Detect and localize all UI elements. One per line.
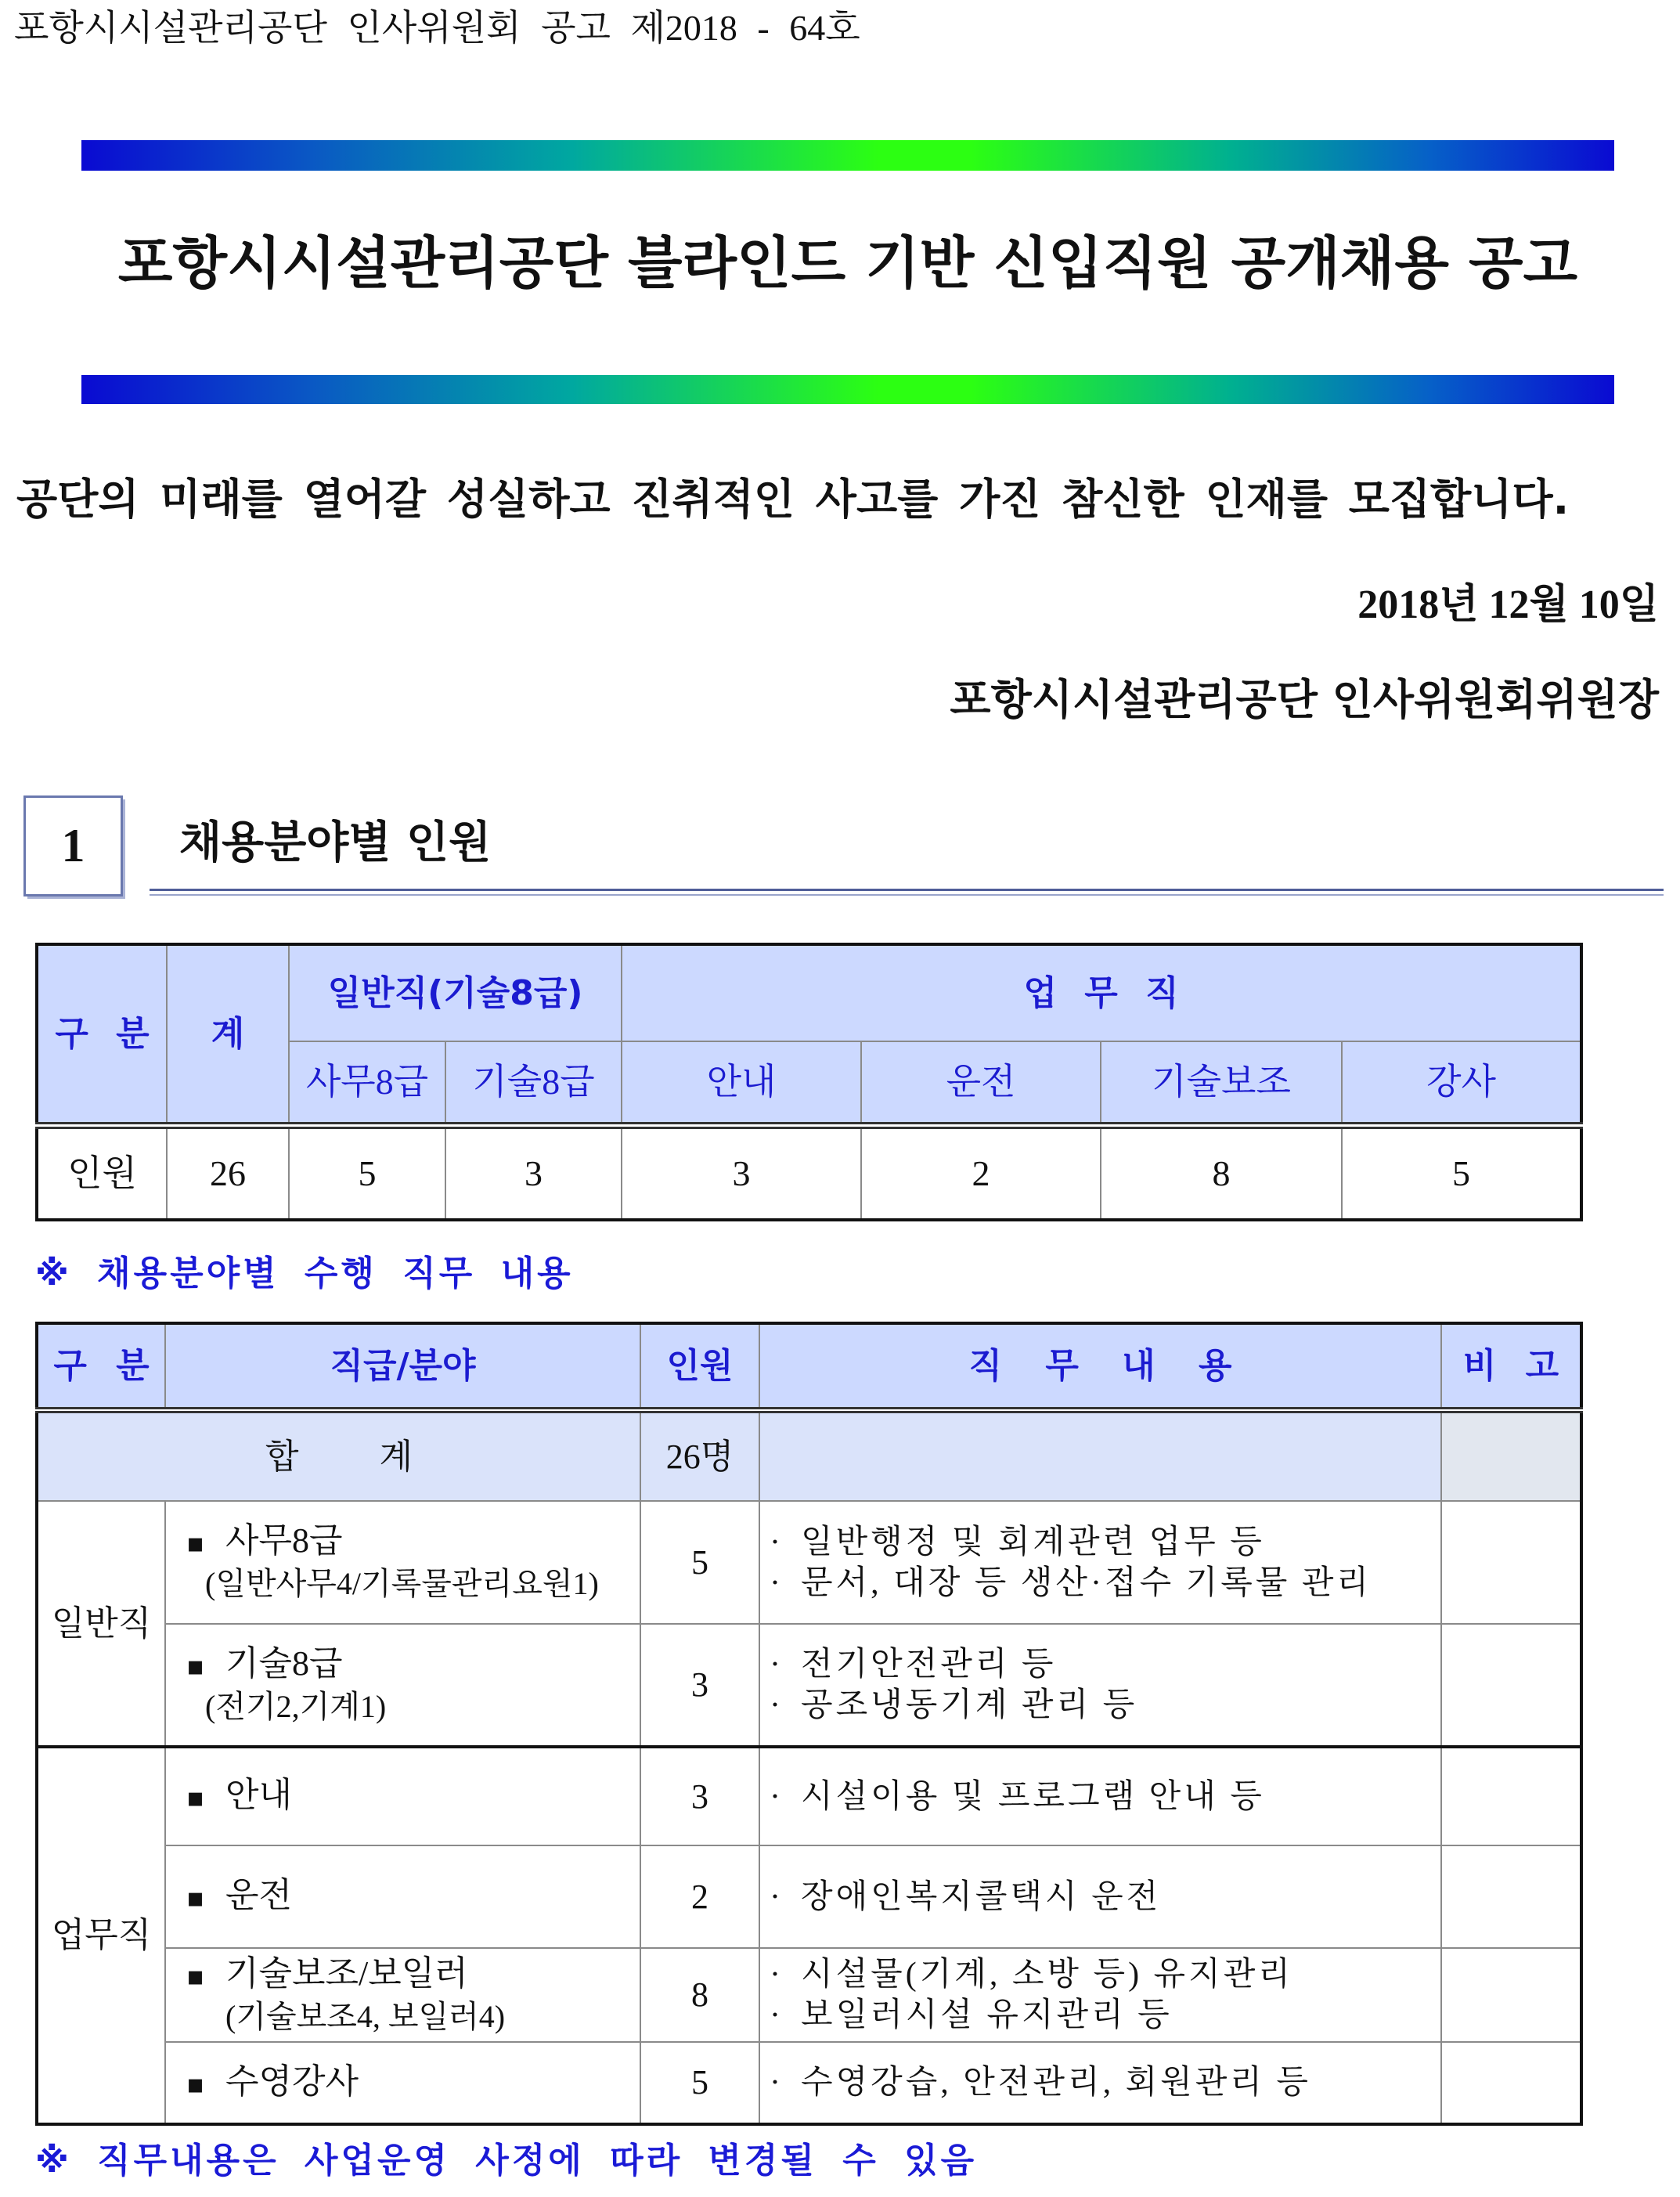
field-name: 사무8급 (225, 1521, 343, 1560)
field-cell (165, 1747, 640, 1845)
duty-line (770, 1522, 1440, 1563)
duty-text: 장애인복지콜택시 운전 (801, 1878, 1162, 1915)
count-cell: 2 (861, 1126, 1101, 1221)
total-row (37, 1410, 1581, 1501)
duty-line (770, 1777, 1440, 1817)
footer-note: ※ 직무내용은 사업운영 사정에 따라 변경될 수 있음 (35, 2141, 978, 2181)
subheader-instructor: 강사 (1342, 1041, 1581, 1126)
subheader-driver: 운전 (861, 1041, 1101, 1126)
square-bullet-icon: ▪ (186, 1960, 205, 1992)
duties-cell (759, 2042, 1441, 2124)
duty-text: 전기안전관리 등 (801, 1647, 1057, 1683)
remarks-header: 비 고 (1441, 1323, 1581, 1410)
square-bullet-icon: ▪ (186, 1650, 205, 1682)
count-cell: 5 (289, 1126, 445, 1221)
remarks-cell (1441, 1624, 1581, 1747)
square-bullet-icon: ▪ (186, 1882, 205, 1914)
count-header: 인원 (640, 1323, 759, 1410)
field-detail: (기술보조4, 보일러4) (225, 1998, 506, 2034)
duty-text: 시설물(기계, 소방 등) 유지관리 (801, 1957, 1293, 1993)
staffing-header-row (37, 944, 1581, 1041)
field-line (186, 2062, 640, 2105)
total-remarks-cell (1441, 1410, 1581, 1501)
duties-cell (759, 1624, 1441, 1747)
dot-bullet-icon: · (770, 1524, 781, 1560)
staffing-table (35, 943, 1583, 1221)
remarks-cell (1441, 1845, 1581, 1948)
total-header: 계 (167, 944, 289, 1126)
category-header: 구 분 (37, 944, 167, 1126)
remarks-cell (1441, 2042, 1581, 2124)
duty-line (770, 1685, 1440, 1726)
headcount-cell: 5 (640, 2042, 759, 2124)
total-duties-cell (759, 1410, 1441, 1501)
duties-cell (759, 1845, 1441, 1948)
remarks-cell (1441, 1501, 1581, 1624)
square-bullet-icon: ▪ (186, 2068, 205, 2100)
table-row (37, 1845, 1581, 1948)
field-cell (165, 1845, 640, 1948)
field-name: 기술보조/보일러 (225, 1953, 468, 1993)
table-row (37, 1948, 1581, 2042)
headcount-cell: 5 (640, 1501, 759, 1624)
table-row (37, 1501, 1581, 1624)
count-cell: 3 (622, 1126, 861, 1221)
dot-bullet-icon: · (770, 1878, 781, 1915)
duty-text: 일반행정 및 회계관련 업무 등 (801, 1524, 1265, 1560)
square-bullet-icon: ▪ (186, 1528, 205, 1559)
category-header: 구 분 (37, 1323, 165, 1410)
field-name: 기술8급 (225, 1643, 343, 1683)
group-label-general: 일반직 (37, 1501, 165, 1747)
remarks-cell (1441, 1747, 1581, 1845)
section-number-box (23, 795, 123, 896)
table-row (37, 2042, 1581, 2124)
table-row (37, 1747, 1581, 1845)
duties-table (35, 1322, 1583, 2126)
field-cell (165, 1948, 640, 2042)
duty-text: 시설이용 및 프로그램 안내 등 (801, 1778, 1265, 1815)
duty-line (770, 1954, 1440, 1995)
headcount-cell: 8 (640, 1948, 759, 2042)
field-cell (165, 1624, 640, 1747)
duties-header: 직 무 내 용 (759, 1323, 1441, 1410)
field-name: 운전 (225, 1876, 293, 1914)
count-cell: 5 (1342, 1126, 1581, 1221)
subheader-office: 사무8급 (289, 1041, 445, 1126)
duty-line (770, 1644, 1440, 1685)
count-cell: 8 (1101, 1126, 1342, 1221)
duty-line (770, 1995, 1440, 2036)
announcement-date: 2018년 12월 10일 (1357, 583, 1659, 627)
field-detail: (일반사무4/기록물관리요원1) (205, 1566, 599, 1601)
dot-bullet-icon: · (770, 2065, 781, 2101)
duties-note: ※ 채용분야별 수행 직무 내용 (35, 1254, 574, 1293)
duty-text: 수영강습, 안전관리, 회원관리 등 (801, 2065, 1311, 2101)
headcount-cell: 3 (640, 1747, 759, 1845)
issuer: 포항시시설관리공단 인사위원회위원장 (950, 675, 1659, 724)
field-name: 수영강사 (225, 2062, 359, 2101)
duties-header-row (37, 1323, 1581, 1410)
subheader-tech-assist: 기술보조 (1101, 1041, 1342, 1126)
gradient-bar-top (81, 140, 1614, 171)
remarks-cell (1441, 1948, 1581, 2042)
total-label: 합 계 (37, 1410, 640, 1501)
dot-bullet-icon: · (770, 1687, 781, 1723)
field-line (186, 1953, 640, 1997)
subheader-guide: 안내 (622, 1041, 861, 1126)
field-line (186, 1521, 640, 1564)
staffing-count-row (37, 1126, 1581, 1221)
field-line (186, 1643, 640, 1687)
headcount-cell: 3 (640, 1624, 759, 1747)
field-header: 직급/분야 (165, 1323, 640, 1410)
field-line (186, 1875, 640, 1918)
section-underline (150, 889, 1664, 896)
subheader-technical: 기술8급 (445, 1041, 622, 1126)
duties-cell (759, 1948, 1441, 2042)
field-cell (165, 2042, 640, 2124)
total-count: 26명 (640, 1410, 759, 1501)
total-count: 26 (167, 1126, 289, 1221)
slogan: 공단의 미래를 열어갈 성실하고 진취적인 사고를 가진 참신한 인재를 모집합니다. (16, 474, 1570, 524)
page-title: 포항시시설관리공단 블라인드 기반 신입직원 공개채용 공고 (117, 230, 1578, 296)
duty-text: 공조냉동기계 관리 등 (801, 1687, 1138, 1723)
field-line (186, 1775, 640, 1818)
dot-bullet-icon: · (770, 1647, 781, 1683)
field-name: 안내 (225, 1776, 293, 1814)
duty-line (770, 1563, 1440, 1604)
gradient-bar-bottom (81, 375, 1614, 404)
group-label-service: 업무직 (37, 1747, 165, 2124)
duty-line (770, 2062, 1440, 2103)
duty-text: 문서, 대장 등 생산·접수 기록물 관리 (801, 1564, 1372, 1601)
dot-bullet-icon: · (770, 1778, 781, 1815)
section-number: 1 (61, 820, 85, 871)
general-group-header: 일반직(기술8급) (289, 944, 622, 1041)
service-group-header: 업 무 직 (622, 944, 1581, 1041)
duties-cell (759, 1501, 1441, 1624)
duties-cell (759, 1747, 1441, 1845)
section-title: 채용분야별 인원 (179, 817, 492, 868)
square-bullet-icon: ▪ (186, 1782, 205, 1813)
duty-line (770, 1877, 1440, 1917)
row-label: 인원 (37, 1126, 167, 1221)
headcount-cell: 2 (640, 1845, 759, 1948)
dot-bullet-icon: · (770, 1957, 781, 1993)
field-cell (165, 1501, 640, 1624)
count-cell: 3 (445, 1126, 622, 1221)
field-detail: (전기2,기계1) (205, 1688, 387, 1724)
dot-bullet-icon: · (770, 1997, 781, 2033)
notice-number: 포항시시설관리공단 인사위원회 공고 제2018 - 64호 (14, 8, 860, 48)
duty-text: 보일러시설 유지관리 등 (801, 1997, 1173, 2033)
dot-bullet-icon: · (770, 1564, 781, 1601)
table-row (37, 1624, 1581, 1747)
